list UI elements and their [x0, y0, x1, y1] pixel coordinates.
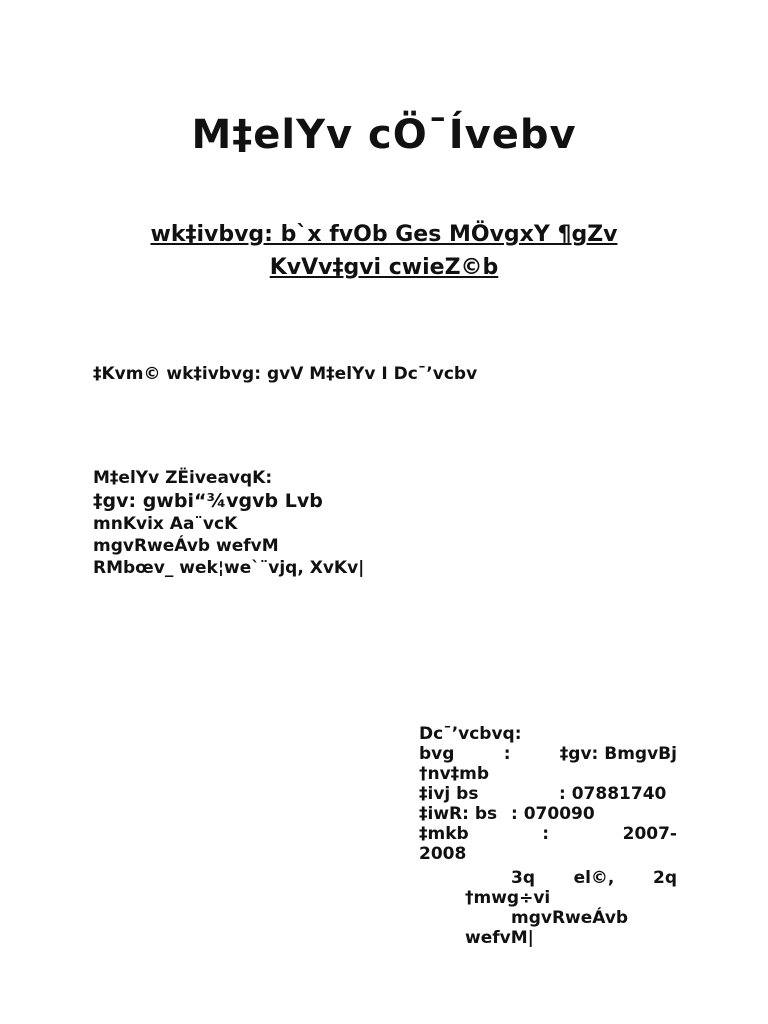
reg-row: [419, 804, 677, 824]
roll-row: [419, 784, 677, 804]
research-title: [0, 218, 768, 284]
session-value-cont: 2008: [419, 844, 467, 864]
roll-value: : 07881740: [559, 784, 667, 804]
session-value: 2007-: [622, 824, 677, 844]
year-a: 3q: [511, 868, 535, 888]
submitter-name-row: [419, 744, 677, 764]
reg-label: ‡iwR: bs: [419, 804, 498, 824]
year-c: 2q: [652, 868, 677, 888]
submitter-department: mgvRweÁvb: [511, 908, 629, 928]
submitter-department-cont: wefvM|: [465, 928, 534, 948]
supervisor-designation: mnKvix Aa¨vcK: [93, 514, 238, 534]
supervisor-heading: M‡elYv ZËiveavqK:: [93, 468, 273, 488]
session-colon: :: [542, 824, 550, 844]
course-title: ‡Kvm© wk‡ivbvg: gvV M‡elYv I Dc¯’vcbv: [93, 364, 478, 384]
session-label: ‡mkb: [419, 824, 469, 844]
name-label: bvg: [419, 744, 455, 764]
submitter-block: [419, 724, 677, 948]
reg-value: : 070090: [511, 804, 595, 824]
year-b: el©,: [573, 868, 615, 888]
supervisor-department: mgvRweÁvb wefvM: [93, 536, 279, 556]
submitter-heading: Dc¯’vcbvq:: [419, 724, 522, 744]
semester: †mwg÷vi: [465, 888, 551, 908]
roll-label: ‡ivj bs: [419, 784, 479, 804]
research-title-line-1: wk‡ivbvg: b`x fvOb Ges MÖvgxY ¶gZv: [150, 222, 618, 247]
name-value-cont: †nv‡mb: [419, 764, 490, 784]
supervisor-block: [93, 467, 364, 579]
name-value: ‡gv: BmgvBj: [559, 744, 677, 764]
year-row: [419, 868, 677, 888]
research-title-line-2: KvVv‡gvi cwieZ©b: [269, 255, 499, 280]
name-colon: :: [503, 744, 511, 764]
session-row: [419, 824, 677, 844]
page-title: M‡elYv cÖ¯Ívebv: [191, 112, 577, 158]
supervisor-name: ‡gv: gwbi“¾vgvb Lvb: [93, 490, 323, 512]
supervisor-university: RMbœv_ wek¦we`¨vjq, XvKv|: [93, 558, 365, 578]
